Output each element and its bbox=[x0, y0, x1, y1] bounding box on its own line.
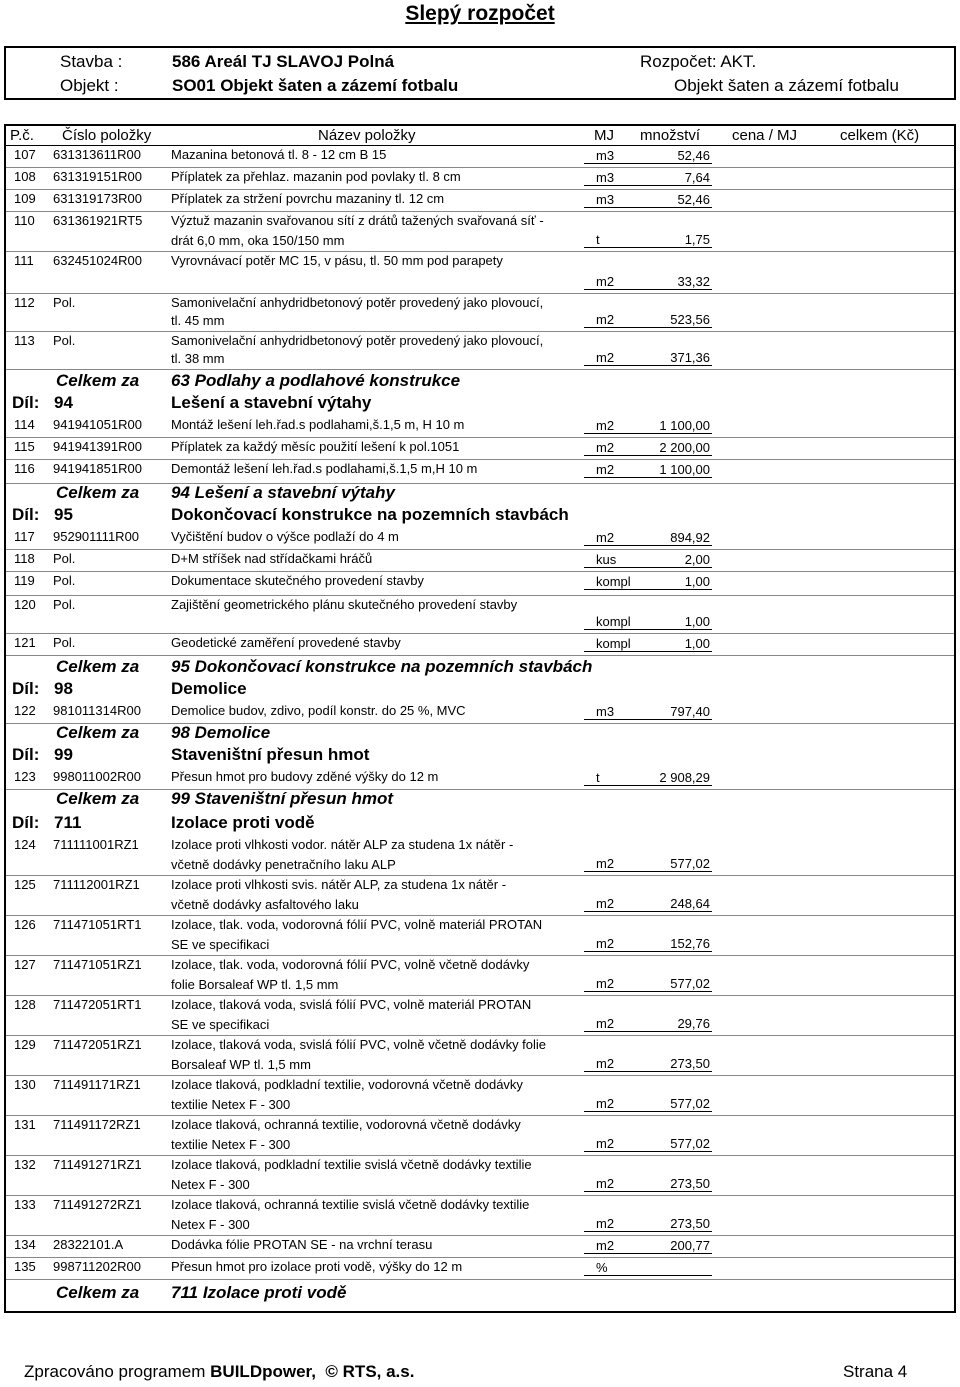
project-header bbox=[4, 46, 956, 100]
item-number: 122 bbox=[14, 703, 36, 718]
item-code: 952901111R00 bbox=[53, 529, 140, 544]
item-name-cont: Borsaleaf WP tl. 1,5 mm bbox=[171, 1057, 311, 1072]
value-underline bbox=[584, 567, 712, 568]
item-code: 711491272RZ1 bbox=[53, 1197, 142, 1212]
value-underline bbox=[584, 1191, 712, 1192]
total-label: Celkem za bbox=[56, 483, 140, 502]
section-label: Díl: bbox=[12, 813, 40, 832]
item-number: 107 bbox=[14, 147, 36, 162]
table-row bbox=[6, 293, 954, 332]
value-underline bbox=[584, 365, 712, 366]
item-code: 711472051RZ1 bbox=[53, 1037, 142, 1052]
item-number: 133 bbox=[14, 1197, 36, 1212]
column-header bbox=[4, 124, 956, 146]
item-name: Vyrovnávací potěr MC 15, v pásu, tl. 50 mm pod parapety bbox=[171, 253, 503, 268]
value-underline bbox=[584, 163, 712, 164]
total-name: 94 Lešení a stavební výtahy bbox=[171, 483, 395, 502]
item-quantity: 29,76 bbox=[677, 1016, 710, 1031]
item-unit: t bbox=[596, 232, 600, 247]
value-underline bbox=[584, 1231, 712, 1232]
table-row bbox=[6, 701, 954, 724]
item-unit: m2 bbox=[596, 1056, 615, 1071]
objekt-right: Objekt šaten a zázemí fotbalu bbox=[674, 76, 899, 95]
item-name: Izolace, tlaková voda, svislá fólií PVC, volně včetně dodávky folie bbox=[171, 1037, 547, 1052]
item-quantity: 248,64 bbox=[670, 896, 710, 911]
table-row bbox=[6, 1035, 954, 1076]
item-unit: m2 bbox=[596, 1136, 615, 1151]
item-code: 941941391R00 bbox=[53, 439, 142, 454]
item-number: 130 bbox=[14, 1077, 36, 1092]
item-number: 115 bbox=[14, 439, 35, 454]
item-quantity: 2 200,00 bbox=[659, 440, 710, 455]
item-number: 128 bbox=[14, 997, 36, 1012]
value-underline bbox=[584, 433, 712, 434]
value-underline bbox=[584, 1253, 712, 1254]
section-label: Díl: bbox=[12, 505, 40, 524]
item-number: 124 bbox=[14, 837, 36, 852]
item-unit: m3 bbox=[596, 192, 615, 207]
item-name: Dokumentace skutečného provedení stavby bbox=[171, 573, 424, 588]
section-name: Lešení a stavební výtahy bbox=[171, 393, 372, 412]
item-number: 109 bbox=[14, 191, 36, 206]
table-row bbox=[6, 211, 954, 252]
value-underline bbox=[584, 455, 712, 456]
item-unit: % bbox=[596, 1260, 608, 1275]
item-code: Pol. bbox=[53, 551, 76, 566]
section-label: Díl: bbox=[12, 679, 40, 698]
table-row bbox=[6, 145, 954, 168]
table-row bbox=[6, 1075, 954, 1116]
item-code: 631319173R00 bbox=[53, 191, 142, 206]
item-quantity: 1,75 bbox=[684, 232, 710, 247]
item-name: Samonivelační anhydridbetonový potěr provedený jako plovoucí, bbox=[171, 333, 544, 348]
item-name: Přesun hmot pro izolace proti vodě, výšky do 12 m bbox=[171, 1259, 463, 1274]
section-code: 98 bbox=[54, 679, 73, 698]
item-quantity: 200,77 bbox=[670, 1238, 710, 1253]
item-quantity: 33,32 bbox=[677, 274, 710, 289]
section-code: 95 bbox=[54, 505, 73, 524]
item-number: 121 bbox=[14, 635, 36, 650]
total-name: 95 Dokončovací konstrukce na pozemních stavbách bbox=[171, 657, 593, 676]
item-unit: m2 bbox=[596, 1096, 615, 1111]
item-unit: m2 bbox=[596, 274, 615, 289]
item-quantity: 577,02 bbox=[670, 1096, 710, 1111]
item-quantity: 894,92 bbox=[670, 530, 710, 545]
item-unit: t bbox=[596, 770, 600, 785]
table-row bbox=[6, 1115, 954, 1156]
item-quantity: 52,46 bbox=[677, 192, 710, 207]
item-code: 711111001RZ1 bbox=[53, 837, 139, 852]
item-unit: m2 bbox=[596, 896, 615, 911]
table-row bbox=[6, 767, 954, 790]
item-name: Příplatek za stržení povrchu mazaniny tl. 12 cm bbox=[171, 191, 445, 206]
item-name-cont: tl. 38 mm bbox=[171, 351, 225, 366]
item-name: Izolace tlaková, ochranná textilie svislá včetně dodávky textilie bbox=[171, 1197, 530, 1212]
item-code: 981011314R00 bbox=[53, 703, 141, 718]
section-name: Dokončovací konstrukce na pozemních stavbách bbox=[171, 505, 569, 524]
item-number: 132 bbox=[14, 1157, 36, 1172]
item-quantity: 273,50 bbox=[670, 1176, 710, 1191]
col-mnozstvi: množství bbox=[640, 127, 701, 144]
rozpocet-label: Rozpočet: AKT. bbox=[640, 52, 757, 71]
section-total-row bbox=[6, 723, 954, 745]
item-number: 123 bbox=[14, 769, 36, 784]
item-number: 134 bbox=[14, 1237, 36, 1252]
value-underline bbox=[584, 1071, 712, 1072]
total-label: Celkem za bbox=[56, 371, 140, 390]
item-number: 135 bbox=[14, 1259, 36, 1274]
value-underline bbox=[584, 991, 712, 992]
item-unit: m2 bbox=[596, 976, 615, 991]
value-underline bbox=[584, 651, 712, 652]
section-name: Izolace proti vodě bbox=[171, 813, 315, 832]
item-quantity: 577,02 bbox=[670, 856, 710, 871]
table-row bbox=[6, 415, 954, 438]
value-underline bbox=[584, 911, 712, 912]
table-row bbox=[6, 595, 954, 634]
item-unit: m2 bbox=[596, 462, 615, 477]
value-underline bbox=[584, 247, 712, 248]
item-code: 998011002R00 bbox=[53, 769, 141, 784]
value-underline bbox=[584, 1031, 712, 1032]
table-row bbox=[6, 835, 954, 876]
item-unit: kus bbox=[596, 552, 617, 567]
item-code: 631361921RT5 bbox=[53, 213, 143, 228]
item-name: Dodávka fólie PROTAN SE - na vrchní terasu bbox=[171, 1237, 433, 1252]
item-code: 711472051RT1 bbox=[53, 997, 142, 1012]
table-row bbox=[6, 955, 954, 996]
total-label: Celkem za bbox=[56, 657, 140, 676]
item-unit: m2 bbox=[596, 350, 615, 365]
total-label: Celkem za bbox=[56, 723, 140, 742]
item-code: 711471051RT1 bbox=[53, 917, 142, 932]
table-row bbox=[6, 459, 954, 484]
item-name-cont: drát 6,0 mm, oka 150/150 mm bbox=[171, 233, 345, 248]
item-quantity: 152,76 bbox=[670, 936, 710, 951]
value-underline bbox=[584, 951, 712, 952]
item-number: 126 bbox=[14, 917, 36, 932]
item-quantity: 1 100,00 bbox=[659, 418, 710, 433]
item-unit: m3 bbox=[596, 170, 615, 185]
col-mj: MJ bbox=[594, 127, 614, 144]
item-number: 117 bbox=[14, 529, 35, 544]
item-number: 112 bbox=[14, 295, 35, 310]
section-header-row bbox=[6, 393, 954, 415]
item-code: Pol. bbox=[53, 295, 76, 310]
item-unit: m2 bbox=[596, 312, 615, 327]
value-underline bbox=[584, 545, 712, 546]
item-name: Izolace tlaková, ochranná textilie, vodorovná včetně dodávky bbox=[171, 1117, 521, 1132]
item-unit: m2 bbox=[596, 1216, 615, 1231]
item-unit: m3 bbox=[596, 148, 615, 163]
section-code: 99 bbox=[54, 745, 73, 764]
section-name: Staveništní přesun hmot bbox=[171, 745, 370, 764]
item-code: 941941051R00 bbox=[53, 417, 142, 432]
item-number: 116 bbox=[14, 461, 35, 476]
total-name: 98 Demolice bbox=[171, 723, 271, 742]
item-unit: m2 bbox=[596, 530, 615, 545]
item-unit: m2 bbox=[596, 1176, 615, 1191]
item-quantity: 797,40 bbox=[670, 704, 710, 719]
item-code: Pol. bbox=[53, 333, 76, 348]
total-name: 711 Izolace proti vodě bbox=[171, 1283, 347, 1302]
item-number: 119 bbox=[14, 573, 35, 588]
value-underline bbox=[584, 719, 712, 720]
section-code: 711 bbox=[54, 813, 82, 832]
item-number: 131 bbox=[14, 1117, 36, 1132]
item-name: Výztuž mazanin svařovanou sítí z drátů tažených svařovaná síť - bbox=[171, 213, 544, 228]
section-header-row bbox=[6, 811, 954, 835]
objekt-label: Objekt : bbox=[60, 76, 119, 95]
section-label: Díl: bbox=[12, 393, 40, 412]
item-code: 711491271RZ1 bbox=[53, 1157, 142, 1172]
item-quantity: 1,00 bbox=[684, 614, 710, 629]
item-name-cont: tl. 45 mm bbox=[171, 313, 225, 328]
table-row bbox=[6, 1155, 954, 1196]
item-code: 711471051RZ1 bbox=[53, 957, 142, 972]
footer-program: Zpracováno programem BUILDpower, © RTS, a.s. bbox=[24, 1362, 415, 1381]
item-code: 631313611R00 bbox=[53, 147, 141, 162]
item-quantity: 523,56 bbox=[670, 312, 710, 327]
item-quantity: 1,00 bbox=[684, 574, 710, 589]
item-unit: m3 bbox=[596, 704, 615, 719]
section-total-row bbox=[6, 789, 954, 811]
item-name: Mazanina betonová tl. 8 - 12 cm B 15 bbox=[171, 147, 387, 162]
item-name: Zajištění geometrického plánu skutečného provedení stavby bbox=[171, 597, 518, 612]
item-name: Montáž lešení leh.řad.s podlahami,š.1,5 m, H 10 m bbox=[171, 417, 465, 432]
value-underline bbox=[584, 871, 712, 872]
item-unit: kompl bbox=[596, 614, 631, 629]
item-name: Vyčištění budov o výšce podlaží do 4 m bbox=[171, 529, 399, 544]
item-code: 711491172RZ1 bbox=[53, 1117, 141, 1132]
item-name-cont: textilie Netex F - 300 bbox=[171, 1097, 291, 1112]
page-title: Slepý rozpočet bbox=[405, 2, 555, 25]
item-code: 632451024R00 bbox=[53, 253, 142, 268]
item-number: 125 bbox=[14, 877, 36, 892]
stavba-value: 586 Areál TJ SLAVOJ Polná bbox=[172, 52, 395, 71]
item-code: Pol. bbox=[53, 597, 76, 612]
item-quantity: 1,00 bbox=[684, 636, 710, 651]
item-name: Izolace tlaková, podkladní textilie svislá včetně dodávky textilie bbox=[171, 1157, 532, 1172]
table-row bbox=[6, 251, 954, 294]
item-code: 998711202R00 bbox=[53, 1259, 141, 1274]
col-celkem: celkem (Kč) bbox=[840, 127, 920, 144]
item-name-cont: SE ve specifikaci bbox=[171, 1017, 270, 1032]
footer-page: Strana 4 bbox=[843, 1362, 908, 1381]
item-name: Geodetické zaměření provedené stavby bbox=[171, 635, 401, 650]
item-number: 113 bbox=[14, 333, 35, 348]
item-name: Izolace tlaková, podkladní textilie, vodorovná včetně dodávky bbox=[171, 1077, 523, 1092]
item-name: Demontáž lešení leh.řad.s podlahami,š.1,5 m,H 10 m bbox=[171, 461, 478, 476]
item-name: Izolace proti vlhkosti vodor. nátěr ALP za studena 1x nátěr - bbox=[171, 837, 514, 852]
item-unit: m2 bbox=[596, 856, 615, 871]
stavba-label: Stavba : bbox=[60, 52, 123, 71]
section-name: Demolice bbox=[171, 679, 247, 698]
section-total-row bbox=[6, 369, 954, 393]
table-row bbox=[6, 995, 954, 1036]
item-quantity: 7,64 bbox=[684, 170, 710, 185]
item-name-cont: Netex F - 300 bbox=[171, 1177, 250, 1192]
item-name: Přesun hmot pro budovy zděné výšky do 12 m bbox=[171, 769, 439, 784]
table-row bbox=[6, 571, 954, 596]
table-row bbox=[6, 437, 954, 460]
table-row bbox=[6, 1195, 954, 1236]
item-code: 711491171RZ1 bbox=[53, 1077, 141, 1092]
item-quantity: 2,00 bbox=[684, 552, 710, 567]
item-name-cont: folie Borsaleaf WP tl. 1,5 mm bbox=[171, 977, 339, 992]
item-number: 114 bbox=[14, 417, 35, 432]
item-unit: m2 bbox=[596, 936, 615, 951]
table-row bbox=[6, 1235, 954, 1258]
col-nazev: Název položky bbox=[318, 127, 416, 144]
value-underline bbox=[584, 785, 712, 786]
item-quantity: 273,50 bbox=[670, 1216, 710, 1231]
value-underline bbox=[584, 1111, 712, 1112]
value-underline bbox=[584, 1151, 712, 1152]
item-unit: m2 bbox=[596, 1238, 615, 1253]
section-code: 94 bbox=[54, 393, 73, 412]
objekt-value: SO01 Objekt šaten a zázemí fotbalu bbox=[172, 76, 459, 95]
item-unit: kompl bbox=[596, 574, 631, 589]
section-label: Díl: bbox=[12, 745, 40, 764]
item-name: D+M stříšek nad střídačkami hráčů bbox=[171, 551, 373, 566]
table-row bbox=[6, 875, 954, 916]
item-unit: m2 bbox=[596, 1016, 615, 1031]
item-quantity: 577,02 bbox=[670, 976, 710, 991]
item-name-cont: včetně dodávky penetračního laku ALP bbox=[171, 857, 396, 872]
section-header-row bbox=[6, 745, 954, 767]
item-number: 127 bbox=[14, 957, 36, 972]
value-underline bbox=[584, 477, 712, 478]
item-name: Demolice budov, zdivo, podíl konstr. do 25 %, MVC bbox=[171, 703, 466, 718]
value-underline bbox=[584, 185, 712, 186]
table-row bbox=[6, 633, 954, 656]
item-name-cont: včetně dodávky asfaltového laku bbox=[171, 897, 359, 912]
item-quantity: 1 100,00 bbox=[659, 462, 710, 477]
item-quantity: 371,36 bbox=[670, 350, 710, 365]
item-code: 631319151R00 bbox=[53, 169, 142, 184]
item-quantity: 273,50 bbox=[670, 1056, 710, 1071]
item-number: 108 bbox=[14, 169, 36, 184]
table-row bbox=[6, 189, 954, 212]
table-row bbox=[6, 549, 954, 572]
item-code: 941941851R00 bbox=[53, 461, 142, 476]
item-name: Izolace proti vlhkosti svis. nátěr ALP, za studena 1x nátěr - bbox=[171, 877, 507, 892]
item-name: Samonivelační anhydridbetonový potěr provedený jako plovoucí, bbox=[171, 295, 544, 310]
budget-table bbox=[4, 145, 956, 1313]
table-row bbox=[6, 527, 954, 550]
item-code: 28322101.A bbox=[53, 1237, 124, 1252]
item-name: Izolace, tlak. voda, vodorovná fólií PVC, volně včetně dodávky bbox=[171, 957, 530, 972]
item-name: Izolace, tlak. voda, vodorovná fólií PVC, volně materiál PROTAN bbox=[171, 917, 543, 932]
item-number: 110 bbox=[14, 213, 35, 228]
section-total-row bbox=[6, 655, 954, 679]
value-underline bbox=[584, 327, 712, 328]
section-header-row bbox=[6, 679, 954, 701]
item-name-cont: textilie Netex F - 300 bbox=[171, 1137, 291, 1152]
item-code: Pol. bbox=[53, 573, 76, 588]
value-underline bbox=[584, 207, 712, 208]
total-label: Celkem za bbox=[56, 789, 140, 808]
total-name: 63 Podlahy a podlahové konstrukce bbox=[171, 371, 461, 390]
item-quantity: 2 908,29 bbox=[659, 770, 710, 785]
item-unit: m2 bbox=[596, 418, 615, 433]
table-row bbox=[6, 915, 954, 956]
col-cena: cena / MJ bbox=[732, 127, 798, 144]
section-header-row bbox=[6, 505, 954, 527]
item-code: 711112001RZ1 bbox=[53, 877, 140, 892]
item-name: Příplatek za přehlaz. mazanin pod povlaky tl. 8 cm bbox=[171, 169, 461, 184]
item-unit: m2 bbox=[596, 440, 615, 455]
col-pc: P.č. bbox=[10, 127, 34, 144]
table-row bbox=[6, 331, 954, 370]
section-total-row bbox=[6, 483, 954, 505]
item-number: 129 bbox=[14, 1037, 36, 1052]
table-row bbox=[6, 167, 954, 190]
item-number: 120 bbox=[14, 597, 36, 612]
table-row bbox=[6, 1257, 954, 1280]
item-unit: kompl bbox=[596, 636, 631, 651]
item-name-cont: SE ve specifikaci bbox=[171, 937, 270, 952]
item-quantity: 577,02 bbox=[670, 1136, 710, 1151]
col-cislo: Číslo položky bbox=[62, 127, 152, 144]
item-code: Pol. bbox=[53, 635, 76, 650]
value-underline bbox=[584, 589, 712, 590]
item-name: Izolace, tlaková voda, svislá fólií PVC, volně materiál PROTAN bbox=[171, 997, 532, 1012]
item-name-cont: Netex F - 300 bbox=[171, 1217, 250, 1232]
value-underline bbox=[584, 629, 712, 630]
item-number: 118 bbox=[14, 551, 35, 566]
item-name: Příplatek za každý měsíc použití lešení k pol.1051 bbox=[171, 439, 460, 454]
value-underline bbox=[584, 289, 712, 290]
total-name: 99 Staveništní přesun hmot bbox=[171, 789, 393, 808]
item-number: 111 bbox=[14, 253, 34, 268]
section-total-row bbox=[6, 1279, 954, 1305]
value-underline bbox=[584, 1275, 712, 1276]
total-label: Celkem za bbox=[56, 1283, 140, 1302]
item-quantity: 52,46 bbox=[677, 148, 710, 163]
